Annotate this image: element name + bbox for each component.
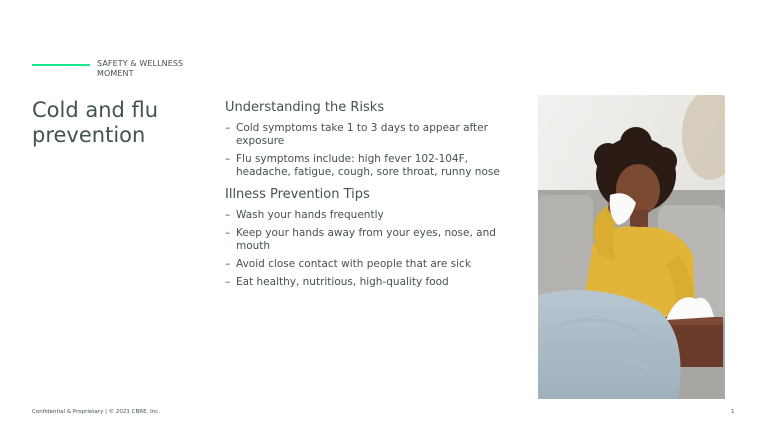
section-heading-tips: Illness Prevention Tips [225,187,370,202]
content-column [225,100,505,294]
accent-line [32,64,90,66]
photo-illustration [538,95,725,399]
list-item [225,258,505,271]
list-item [225,122,505,148]
bullet-dash: – [225,122,231,134]
bullet-dash: – [225,153,231,165]
bullet-dash: – [225,227,231,239]
bullet-dash: – [225,258,231,270]
list-item-text: Keep your hands away from your eyes, nose, and mouth [236,227,496,252]
list-item [225,276,505,289]
sick-woman-photo [538,95,725,399]
list-item-text: Wash your hands frequently [236,209,384,221]
section-kicker: SAFETY & WELLNESS MOMENT [97,59,184,78]
bullet-dash: – [225,276,231,288]
list-item [225,227,505,253]
footer-page-number: 1 [731,409,735,415]
bullet-dash: – [225,209,231,221]
slide-title: Cold and flu prevention [32,98,159,147]
list-item-text: Eat healthy, nutritious, high-quality food [236,276,449,288]
list-item-text: Avoid close contact with people that are sick [236,258,471,270]
list-item-text: Flu symptoms include: high fever 102-104F, headache, fatigue, cough, sore throat, runny nose [236,153,500,178]
list-item [225,209,505,222]
list-item-text: Cold symptoms take 1 to 3 days to appear after exposure [236,122,488,147]
section-heading-risks: Understanding the Risks [225,100,385,115]
tips-list [225,209,505,289]
list-item [225,153,505,179]
footer-confidential: Confidential & Proprietary | © 2021 CBRE, Inc. [32,409,160,415]
risks-list [225,122,505,179]
